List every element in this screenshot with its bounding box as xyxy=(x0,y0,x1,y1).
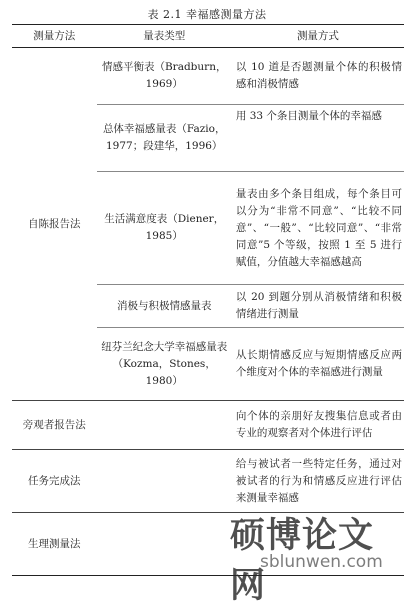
measurement-methods-table xyxy=(12,24,404,576)
scale-cell: 纽芬兰纪念大学幸福感量表（Kozma，Stones，1980） xyxy=(97,328,232,401)
table-row xyxy=(12,48,404,105)
table-caption: 表 2.1 幸福感测量方法 xyxy=(147,8,267,21)
scale-cell: 消极与积极情感量表 xyxy=(97,285,232,328)
mode-cell: 以 10 道是否题测量个体的积极情感和消极情感 xyxy=(232,48,404,105)
scale-cell xyxy=(97,401,232,450)
scale-cell: 情感平衡表（Bradburn，1969） xyxy=(97,48,232,105)
scale-cell: 生活满意度表（Diener，1985） xyxy=(97,172,232,285)
mode-cell xyxy=(232,513,404,576)
table-header-row xyxy=(12,25,404,48)
method-cell-observer: 旁观者报告法 xyxy=(12,401,97,450)
table-row xyxy=(12,401,404,450)
watermark-url-text: sblunwen.com xyxy=(260,552,383,572)
mode-cell: 向个体的亲朋好友搜集信息或者由专业的观察者对个体进行评估 xyxy=(232,401,404,450)
mode-cell: 给与被试者一些特定任务，通过对被试者的行为和情感反应进行评估来测量幸福感 xyxy=(232,450,404,513)
mode-cell: 从长期情感反应与短期情感反应两个维度对个体的幸福感进行测量 xyxy=(232,328,404,401)
header-method: 测量方法 xyxy=(12,25,97,48)
scale-cell xyxy=(97,513,232,576)
method-cell-self-report: 自陈报告法 xyxy=(12,48,97,401)
header-scale: 量表类型 xyxy=(97,25,232,48)
table-row xyxy=(12,513,404,576)
watermark-cn-text: 硕博论文网 xyxy=(230,516,375,606)
method-cell-physio: 生理测量法 xyxy=(12,513,97,576)
scale-cell: 总体幸福感量表（Fazio，1977；段建华，1996） xyxy=(97,105,232,172)
method-cell-task: 任务完成法 xyxy=(12,450,97,513)
scale-cell xyxy=(97,450,232,513)
mode-cell: 量表由多个条目组成，每个条目可以分为“非常不同意”、“比较不同意”、“一般”、“比较同意”、“非常同意”5 个等级，按照 1 至 5 进行赋值，分值越大幸福感越高 xyxy=(232,172,404,285)
mode-cell: 用 33 个条目测量个体的幸福感 xyxy=(232,105,404,172)
header-mode: 测量方式 xyxy=(232,25,404,48)
mode-cell: 以 20 到题分别从消极情绪和积极情绪进行测量 xyxy=(232,285,404,328)
table-row xyxy=(12,450,404,513)
